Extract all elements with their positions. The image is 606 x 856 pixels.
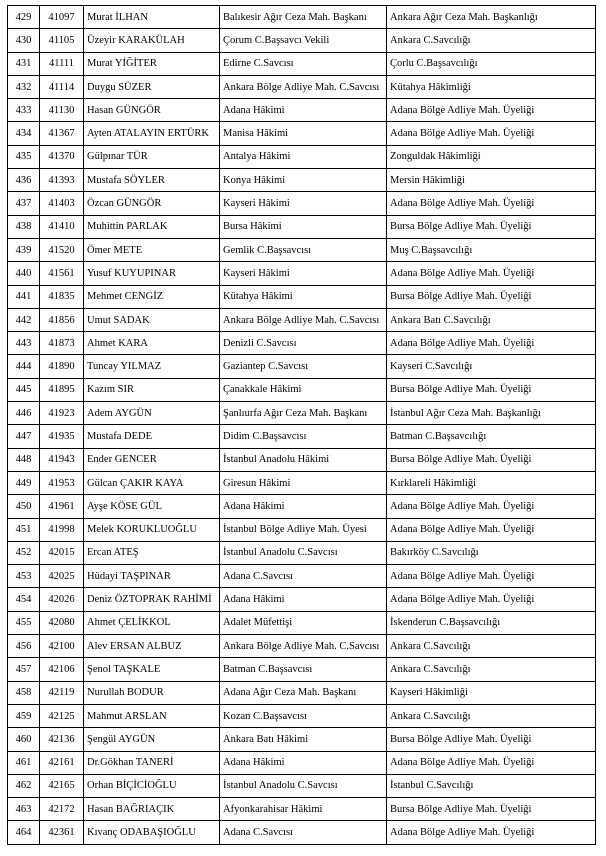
row-number-cell: 455 [8, 611, 40, 634]
new-assignment-cell: Bursa Bölge Adliye Mah. Üyeliği [387, 798, 596, 821]
registry-number-cell: 42125 [40, 704, 84, 727]
current-position-cell: Ankara Bölge Adliye Mah. C.Savcısı [220, 635, 387, 658]
row-number-cell: 435 [8, 145, 40, 168]
current-position-cell: Ankara Batı Hâkimi [220, 728, 387, 751]
row-number-cell: 431 [8, 52, 40, 75]
row-number-cell: 438 [8, 215, 40, 238]
new-assignment-cell: Adana Bölge Adliye Mah. Üyeliği [387, 588, 596, 611]
current-position-cell: Adana Hâkimi [220, 751, 387, 774]
new-assignment-cell: İskenderun C.Başsavcılığı [387, 611, 596, 634]
current-position-cell: Konya Hâkimi [220, 169, 387, 192]
table-row [8, 122, 596, 145]
person-name-cell: Tuncay YILMAZ [84, 355, 220, 378]
new-assignment-cell: Adana Bölge Adliye Mah. Üyeliği [387, 518, 596, 541]
new-assignment-cell: Zonguldak Hâkimliği [387, 145, 596, 168]
new-assignment-cell: Bursa Bölge Adliye Mah. Üyeliği [387, 285, 596, 308]
row-number-cell: 462 [8, 774, 40, 797]
table-row [8, 52, 596, 75]
new-assignment-cell: Adana Bölge Adliye Mah. Üyeliği [387, 565, 596, 588]
person-name-cell: Adem AYGÜN [84, 402, 220, 425]
registry-number-cell: 41114 [40, 75, 84, 98]
row-number-cell: 430 [8, 29, 40, 52]
current-position-cell: Çanakkale Hâkimi [220, 378, 387, 401]
person-name-cell: Mahmut ARSLAN [84, 704, 220, 727]
person-name-cell: Ayşe KÖSE GÜL [84, 495, 220, 518]
row-number-cell: 441 [8, 285, 40, 308]
registry-number-cell: 41953 [40, 471, 84, 494]
person-name-cell: Şengül AYGÜN [84, 728, 220, 751]
table-row [8, 448, 596, 471]
new-assignment-cell: Çorlu C.Başsavcılığı [387, 52, 596, 75]
row-number-cell: 447 [8, 425, 40, 448]
registry-number-cell: 41873 [40, 332, 84, 355]
registry-number-cell: 41367 [40, 122, 84, 145]
new-assignment-cell: Ankara C.Savcılığı [387, 29, 596, 52]
current-position-cell: Giresun Hâkimi [220, 471, 387, 494]
new-assignment-cell: Bursa Bölge Adliye Mah. Üyeliği [387, 378, 596, 401]
row-number-cell: 452 [8, 541, 40, 564]
new-assignment-cell: Bursa Bölge Adliye Mah. Üyeliği [387, 215, 596, 238]
row-number-cell: 451 [8, 518, 40, 541]
current-position-cell: Kayseri Hâkimi [220, 192, 387, 215]
row-number-cell: 464 [8, 821, 40, 844]
current-position-cell: Ankara Bölge Adliye Mah. C.Savcısı [220, 308, 387, 331]
person-name-cell: Deniz ÖZTOPRAK RAHİMİ [84, 588, 220, 611]
current-position-cell: Denizli C.Savcısı [220, 332, 387, 355]
row-number-cell: 450 [8, 495, 40, 518]
person-name-cell: Üzeyir KARAKÜLAH [84, 29, 220, 52]
current-position-cell: İstanbul Anadolu C.Savcısı [220, 541, 387, 564]
person-name-cell: Ercan ATEŞ [84, 541, 220, 564]
registry-number-cell: 42080 [40, 611, 84, 634]
new-assignment-cell: Adana Bölge Adliye Mah. Üyeliği [387, 495, 596, 518]
registry-number-cell: 41961 [40, 495, 84, 518]
row-number-cell: 460 [8, 728, 40, 751]
current-position-cell: Batman C.Başsavcısı [220, 658, 387, 681]
registry-number-cell: 42165 [40, 774, 84, 797]
registry-number-cell: 42026 [40, 588, 84, 611]
person-name-cell: Ayten ATALAYIN ERTÜRK [84, 122, 220, 145]
row-number-cell: 459 [8, 704, 40, 727]
row-number-cell: 445 [8, 378, 40, 401]
table-row [8, 169, 596, 192]
row-number-cell: 463 [8, 798, 40, 821]
table-row [8, 821, 596, 844]
current-position-cell: Ankara Bölge Adliye Mah. C.Savcısı [220, 75, 387, 98]
registry-number-cell: 42172 [40, 798, 84, 821]
person-name-cell: Mustafa SÖYLER [84, 169, 220, 192]
person-name-cell: Ahmet KARA [84, 332, 220, 355]
current-position-cell: İstanbul Anadolu C.Savcısı [220, 774, 387, 797]
current-position-cell: Manisa Hâkimi [220, 122, 387, 145]
table-row [8, 471, 596, 494]
row-number-cell: 454 [8, 588, 40, 611]
person-name-cell: Hasan GÜNGÖR [84, 99, 220, 122]
current-position-cell: Adana Hâkimi [220, 495, 387, 518]
registry-number-cell: 42106 [40, 658, 84, 681]
table-row [8, 798, 596, 821]
table-row [8, 355, 596, 378]
new-assignment-cell: Ankara Ağır Ceza Mah. Başkanlığı [387, 6, 596, 29]
new-assignment-cell: Ankara C.Savcılığı [387, 704, 596, 727]
person-name-cell: Murat İLHAN [84, 6, 220, 29]
registry-number-cell: 42136 [40, 728, 84, 751]
registry-number-cell: 41410 [40, 215, 84, 238]
current-position-cell: Kozan C.Başsavcısı [220, 704, 387, 727]
table-row [8, 728, 596, 751]
row-number-cell: 448 [8, 448, 40, 471]
table-row [8, 681, 596, 704]
new-assignment-cell: Adana Bölge Adliye Mah. Üyeliği [387, 821, 596, 844]
person-name-cell: Ömer METE [84, 238, 220, 261]
person-name-cell: Ender GENCER [84, 448, 220, 471]
new-assignment-cell: Kayseri C.Savcılığı [387, 355, 596, 378]
row-number-cell: 444 [8, 355, 40, 378]
appointment-table-body [8, 6, 596, 845]
table-row [8, 565, 596, 588]
table-row [8, 238, 596, 261]
registry-number-cell: 41895 [40, 378, 84, 401]
registry-number-cell: 41105 [40, 29, 84, 52]
new-assignment-cell: Adana Bölge Adliye Mah. Üyeliği [387, 262, 596, 285]
person-name-cell: Duygu SÜZER [84, 75, 220, 98]
person-name-cell: Gülcan ÇAKIR KAYA [84, 471, 220, 494]
registry-number-cell: 41561 [40, 262, 84, 285]
new-assignment-cell: Mersin Hâkimliği [387, 169, 596, 192]
row-number-cell: 443 [8, 332, 40, 355]
registry-number-cell: 41890 [40, 355, 84, 378]
row-number-cell: 434 [8, 122, 40, 145]
new-assignment-cell: Kırklareli Hâkimliği [387, 471, 596, 494]
table-row [8, 425, 596, 448]
new-assignment-cell: Ankara C.Savcılığı [387, 658, 596, 681]
table-row [8, 6, 596, 29]
current-position-cell: Bursa Hâkimi [220, 215, 387, 238]
table-row [8, 751, 596, 774]
row-number-cell: 436 [8, 169, 40, 192]
row-number-cell: 432 [8, 75, 40, 98]
current-position-cell: Kayseri Hâkimi [220, 262, 387, 285]
table-row [8, 518, 596, 541]
new-assignment-cell: Adana Bölge Adliye Mah. Üyeliği [387, 122, 596, 145]
person-name-cell: Orhan BİÇİCİOĞLU [84, 774, 220, 797]
new-assignment-cell: Batman C.Başsavcılığı [387, 425, 596, 448]
person-name-cell: Kazım SIR [84, 378, 220, 401]
new-assignment-cell: Bakırköy C.Savcılığı [387, 541, 596, 564]
person-name-cell: Yusuf KUYUPINAR [84, 262, 220, 285]
row-number-cell: 453 [8, 565, 40, 588]
new-assignment-cell: Kütahya Hâkimliği [387, 75, 596, 98]
table-row [8, 99, 596, 122]
table-row [8, 402, 596, 425]
document-page [7, 5, 596, 845]
person-name-cell: Mustafa DEDE [84, 425, 220, 448]
registry-number-cell: 41393 [40, 169, 84, 192]
table-row [8, 332, 596, 355]
row-number-cell: 433 [8, 99, 40, 122]
registry-number-cell: 41943 [40, 448, 84, 471]
table-row [8, 588, 596, 611]
table-row [8, 635, 596, 658]
table-row [8, 378, 596, 401]
row-number-cell: 456 [8, 635, 40, 658]
current-position-cell: Afyonkarahisar Hâkimi [220, 798, 387, 821]
registry-number-cell: 41998 [40, 518, 84, 541]
registry-number-cell: 41923 [40, 402, 84, 425]
table-row [8, 541, 596, 564]
new-assignment-cell: Muş C.Başsavcılığı [387, 238, 596, 261]
registry-number-cell: 41835 [40, 285, 84, 308]
person-name-cell: Dr.Gökhan TANERİ [84, 751, 220, 774]
row-number-cell: 461 [8, 751, 40, 774]
person-name-cell: Hüdayi TAŞPINAR [84, 565, 220, 588]
registry-number-cell: 41520 [40, 238, 84, 261]
new-assignment-cell: İstanbul C.Savcılığı [387, 774, 596, 797]
current-position-cell: Adalet Müfettişi [220, 611, 387, 634]
registry-number-cell: 42100 [40, 635, 84, 658]
registry-number-cell: 42119 [40, 681, 84, 704]
person-name-cell: Gülpınar TÜR [84, 145, 220, 168]
current-position-cell: Gemlik C.Başsavcısı [220, 238, 387, 261]
registry-number-cell: 41370 [40, 145, 84, 168]
person-name-cell: Nurullah BODUR [84, 681, 220, 704]
table-row [8, 495, 596, 518]
person-name-cell: Kıvanç ODABAŞIOĞLU [84, 821, 220, 844]
row-number-cell: 429 [8, 6, 40, 29]
person-name-cell: Murat YİĞİTER [84, 52, 220, 75]
table-row [8, 145, 596, 168]
registry-number-cell: 41403 [40, 192, 84, 215]
table-row [8, 658, 596, 681]
new-assignment-cell: İstanbul Ağır Ceza Mah. Başkanlığı [387, 402, 596, 425]
registry-number-cell: 41856 [40, 308, 84, 331]
new-assignment-cell: Bursa Bölge Adliye Mah. Üyeliği [387, 448, 596, 471]
person-name-cell: Umut SADAK [84, 308, 220, 331]
current-position-cell: Antalya Hâkimi [220, 145, 387, 168]
table-row [8, 75, 596, 98]
new-assignment-cell: Kayseri Hâkimliği [387, 681, 596, 704]
table-row [8, 215, 596, 238]
row-number-cell: 446 [8, 402, 40, 425]
table-row [8, 192, 596, 215]
current-position-cell: Adana Ağır Ceza Mah. Başkanı [220, 681, 387, 704]
person-name-cell: Mehmet CENGİZ [84, 285, 220, 308]
registry-number-cell: 42025 [40, 565, 84, 588]
row-number-cell: 457 [8, 658, 40, 681]
new-assignment-cell: Adana Bölge Adliye Mah. Üyeliği [387, 192, 596, 215]
person-name-cell: Ahmet ÇELİKKOL [84, 611, 220, 634]
new-assignment-cell: Ankara C.Savcılığı [387, 635, 596, 658]
registry-number-cell: 42015 [40, 541, 84, 564]
new-assignment-cell: Adana Bölge Adliye Mah. Üyeliği [387, 751, 596, 774]
table-row [8, 285, 596, 308]
row-number-cell: 449 [8, 471, 40, 494]
row-number-cell: 458 [8, 681, 40, 704]
person-name-cell: Melek KORUKLUOĞLU [84, 518, 220, 541]
person-name-cell: Şenol TAŞKALE [84, 658, 220, 681]
table-row [8, 308, 596, 331]
row-number-cell: 439 [8, 238, 40, 261]
table-row [8, 29, 596, 52]
person-name-cell: Özcan GÜNGÖR [84, 192, 220, 215]
current-position-cell: İstanbul Bölge Adliye Mah. Üyesi [220, 518, 387, 541]
registry-number-cell: 41111 [40, 52, 84, 75]
row-number-cell: 437 [8, 192, 40, 215]
registry-number-cell: 41130 [40, 99, 84, 122]
registry-number-cell: 42361 [40, 821, 84, 844]
current-position-cell: Balıkesir Ağır Ceza Mah. Başkanı [220, 6, 387, 29]
current-position-cell: Kütahya Hâkimi [220, 285, 387, 308]
current-position-cell: Adana C.Savcısı [220, 565, 387, 588]
current-position-cell: Gaziantep C.Savcısı [220, 355, 387, 378]
table-row [8, 262, 596, 285]
row-number-cell: 442 [8, 308, 40, 331]
table-row [8, 704, 596, 727]
current-position-cell: Çorum C.Başsavcı Vekili [220, 29, 387, 52]
new-assignment-cell: Ankara Batı C.Savcılığı [387, 308, 596, 331]
current-position-cell: Adana C.Savcısı [220, 821, 387, 844]
current-position-cell: İstanbul Anadolu Hâkimi [220, 448, 387, 471]
table-row [8, 774, 596, 797]
current-position-cell: Adana Hâkimi [220, 99, 387, 122]
appointment-table [7, 5, 596, 845]
registry-number-cell: 41935 [40, 425, 84, 448]
new-assignment-cell: Adana Bölge Adliye Mah. Üyeliği [387, 99, 596, 122]
current-position-cell: Adana Hâkimi [220, 588, 387, 611]
current-position-cell: Didim C.Başsavcısı [220, 425, 387, 448]
current-position-cell: Şanlıurfa Ağır Ceza Mah. Başkanı [220, 402, 387, 425]
row-number-cell: 440 [8, 262, 40, 285]
registry-number-cell: 42161 [40, 751, 84, 774]
new-assignment-cell: Adana Bölge Adliye Mah. Üyeliği [387, 332, 596, 355]
person-name-cell: Muhittin PARLAK [84, 215, 220, 238]
registry-number-cell: 41097 [40, 6, 84, 29]
person-name-cell: Hasan BAĞRIAÇIK [84, 798, 220, 821]
new-assignment-cell: Bursa Bölge Adliye Mah. Üyeliği [387, 728, 596, 751]
person-name-cell: Alev ERSAN ALBUZ [84, 635, 220, 658]
table-row [8, 611, 596, 634]
current-position-cell: Edirne C.Savcısı [220, 52, 387, 75]
